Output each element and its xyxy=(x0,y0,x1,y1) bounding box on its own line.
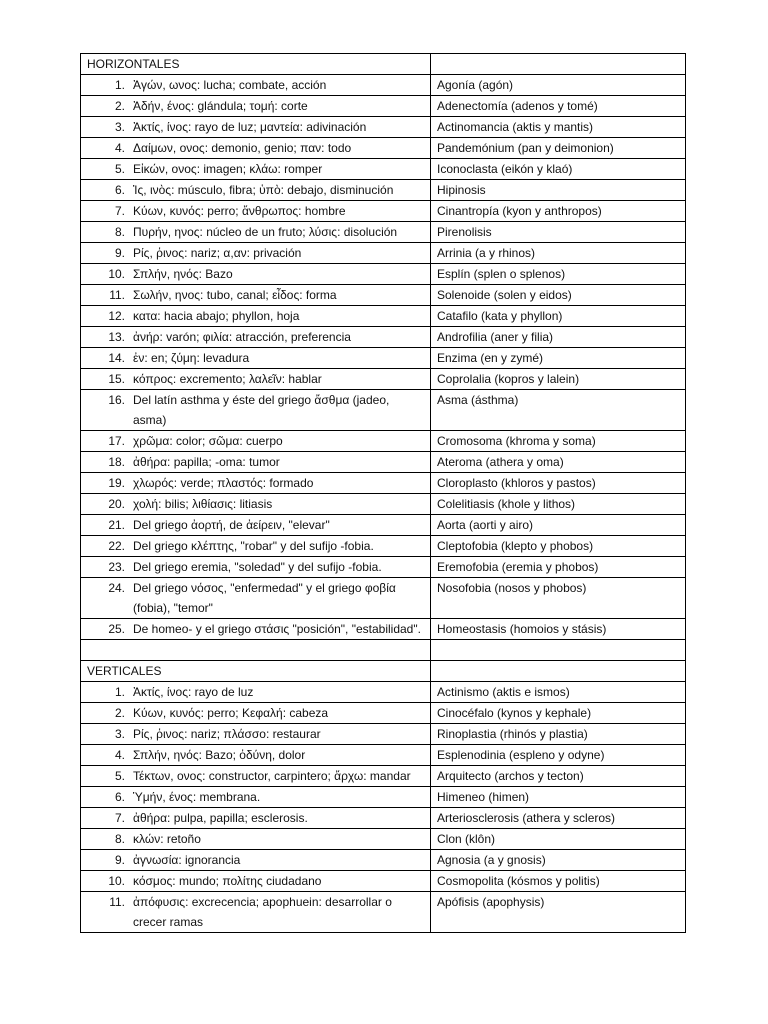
blank-cell xyxy=(431,640,686,661)
definition-cell xyxy=(81,536,431,557)
definition-text: Πυρήν, ηνος: núcleo de un fruto; λύσις: disolución xyxy=(133,225,398,239)
definition-item xyxy=(87,452,424,472)
glossary-row xyxy=(81,222,686,243)
answer-cell: Asma (ásthma) xyxy=(431,390,686,431)
definition-cell xyxy=(81,159,431,180)
definition-item xyxy=(87,494,424,514)
answer-cell: Esplenodinia (espleno y odyne) xyxy=(431,745,686,766)
definition-text: ἀγνωσία: ignorancia xyxy=(133,853,241,867)
section-header-row xyxy=(81,54,686,75)
definition-item xyxy=(87,159,424,179)
answer-cell: Eremofobia (eremia y phobos) xyxy=(431,557,686,578)
definition-cell xyxy=(81,515,431,536)
item-number: 12. xyxy=(108,309,125,323)
definition-text: ἀνήρ: varón; φιλία: atracción, preferencia xyxy=(133,330,351,344)
item-number: 20. xyxy=(108,497,125,511)
glossary-row xyxy=(81,787,686,808)
definition-text: Del griego κλέπτης, "robar" y del sufijo -fobia. xyxy=(133,539,374,553)
answer-cell: Catafilo (kata y phyllon) xyxy=(431,306,686,327)
definition-item xyxy=(87,390,424,430)
definition-text: Del griego ἀορτή, de ἀείρειν, "elevar" xyxy=(133,518,330,532)
glossary-row xyxy=(81,557,686,578)
definition-cell xyxy=(81,431,431,452)
definition-item xyxy=(87,75,424,95)
answer-cell: Enzima (en y zymé) xyxy=(431,348,686,369)
definition-cell xyxy=(81,222,431,243)
glossary-row xyxy=(81,243,686,264)
answer-cell: Apófisis (apophysis) xyxy=(431,892,686,933)
definition-text: χρῶμα: color; σῶμα: cuerpo xyxy=(133,434,283,448)
glossary-row xyxy=(81,619,686,640)
glossary-row xyxy=(81,390,686,431)
glossary-row xyxy=(81,536,686,557)
definition-item xyxy=(87,138,424,158)
item-number: 14. xyxy=(108,351,125,365)
horizontal-section xyxy=(81,54,686,640)
item-number: 9. xyxy=(114,246,125,260)
item-number: 1. xyxy=(114,78,125,92)
definition-cell xyxy=(81,473,431,494)
definition-text: Ἀκτίς, ίνος: rayo de luz; μαντεία: adivinación xyxy=(133,120,367,134)
answer-cell: Hipinosis xyxy=(431,180,686,201)
glossary-row xyxy=(81,306,686,327)
definition-item xyxy=(87,745,424,765)
item-number: 11. xyxy=(109,288,125,302)
item-number: 10. xyxy=(108,267,125,281)
item-number: 19. xyxy=(108,476,125,490)
item-number: 18. xyxy=(108,455,125,469)
definition-text: Κύων, κυνός: perro; ἄνθρωπος: hombre xyxy=(133,204,346,218)
definition-text: κόσμος: mundo; πολίτης ciudadano xyxy=(133,874,322,888)
glossary-row xyxy=(81,138,686,159)
definition-cell xyxy=(81,703,431,724)
answer-cell: Androfilia (aner y filia) xyxy=(431,327,686,348)
item-number: 21. xyxy=(108,518,125,532)
glossary-row xyxy=(81,892,686,933)
definition-text: Εἰκών, ονος: imagen; κλάω: romper xyxy=(133,162,323,176)
definition-item xyxy=(87,682,424,702)
glossary-row xyxy=(81,473,686,494)
definition-item xyxy=(87,892,424,932)
definition-item xyxy=(87,536,424,556)
definition-cell xyxy=(81,829,431,850)
item-number: 3. xyxy=(114,120,125,134)
definition-cell xyxy=(81,327,431,348)
answer-cell: Cromosoma (khroma y soma) xyxy=(431,431,686,452)
glossary-row xyxy=(81,327,686,348)
item-number: 2. xyxy=(114,99,125,113)
glossary-row xyxy=(81,494,686,515)
definition-cell xyxy=(81,96,431,117)
definition-cell xyxy=(81,390,431,431)
item-number: 15. xyxy=(108,372,125,386)
definition-text: Ἀγών, ωνος: lucha; combate, acción xyxy=(133,78,327,92)
answer-cell: Actinomancia (aktis y mantis) xyxy=(431,117,686,138)
glossary-row xyxy=(81,703,686,724)
section-header-empty-cell xyxy=(431,54,686,75)
definition-item xyxy=(87,369,424,389)
definition-item xyxy=(87,117,424,137)
definition-text: ἀπόφυσις: excrecencia; apophuein: desarrollar o crecer ramas xyxy=(133,895,392,929)
definition-text: ἀθήρα: pulpa, papilla; esclerosis. xyxy=(133,811,308,825)
definition-item xyxy=(87,766,424,786)
answer-cell: Actinismo (aktis e ismos) xyxy=(431,682,686,703)
definition-cell xyxy=(81,724,431,745)
definition-text: Σωλήν, ηνος: tubo, canal; εἶδος: forma xyxy=(133,288,337,302)
definition-text: Ἀκτίς, ίνος: rayo de luz xyxy=(133,685,254,699)
definition-item xyxy=(87,264,424,284)
item-number: 16. xyxy=(108,393,125,407)
glossary-row xyxy=(81,515,686,536)
section-title: HORIZONTALES xyxy=(81,54,431,75)
definition-text: Τέκτων, ονος: constructor, carpintero; ἄρχω: mandar xyxy=(133,769,411,783)
definition-text: Del griego eremia, "soledad" y del sufijo -fobia. xyxy=(133,560,382,574)
glossary-row xyxy=(81,264,686,285)
item-number: 10. xyxy=(108,874,125,888)
vertical-section xyxy=(81,661,686,933)
answer-cell: Clon (klôn) xyxy=(431,829,686,850)
item-number: 9. xyxy=(114,853,125,867)
answer-cell: Agnosia (a y gnosis) xyxy=(431,850,686,871)
answer-cell: Homeostasis (homoios y stásis) xyxy=(431,619,686,640)
section-header-row xyxy=(81,661,686,682)
blank-row xyxy=(81,640,686,661)
definition-text: Del latín asthma y éste del griego ἄσθμα (jadeo, asma) xyxy=(133,393,390,427)
definition-text: Σπλήν, ηνός: Bazo xyxy=(133,267,233,281)
definition-text: χλωρός: verde; πλαστός: formado xyxy=(133,476,314,490)
definition-cell xyxy=(81,745,431,766)
glossary-row xyxy=(81,829,686,850)
item-number: 4. xyxy=(114,141,125,155)
definition-cell xyxy=(81,264,431,285)
item-number: 2. xyxy=(114,706,125,720)
answer-cell: Aorta (aorti y airo) xyxy=(431,515,686,536)
definition-text: Ρίς, ῥινος: nariz; πλάσσο: restaurar xyxy=(133,727,321,741)
definition-text: Del griego νόσος, "enfermedad" y el griego φοβία (fobia), "temor" xyxy=(133,581,396,615)
answer-cell: Agonía (agón) xyxy=(431,75,686,96)
glossary-row xyxy=(81,850,686,871)
item-number: 25. xyxy=(108,622,125,636)
answer-cell: Solenoide (solen y eidos) xyxy=(431,285,686,306)
definition-item xyxy=(87,243,424,263)
item-number: 24. xyxy=(108,581,125,595)
definition-item xyxy=(87,306,424,326)
definition-item xyxy=(87,327,424,347)
item-number: 5. xyxy=(114,162,125,176)
definition-text: Ρίς, ῥινος: nariz; α,αν: privación xyxy=(133,246,302,260)
definition-item xyxy=(87,285,424,305)
item-number: 6. xyxy=(114,790,125,804)
definition-cell xyxy=(81,850,431,871)
answer-cell: Cloroplasto (khloros y pastos) xyxy=(431,473,686,494)
definition-item xyxy=(87,515,424,535)
answer-cell: Arrinia (a y rhinos) xyxy=(431,243,686,264)
definition-text: κατα: hacia abajo; phyllon, hoja xyxy=(133,309,300,323)
answer-cell: Arteriosclerosis (athera y scleros) xyxy=(431,808,686,829)
definition-item xyxy=(87,808,424,828)
glossary-row xyxy=(81,75,686,96)
definition-cell xyxy=(81,892,431,933)
definition-cell xyxy=(81,201,431,222)
item-number: 8. xyxy=(114,832,125,846)
answer-cell: Colelitiasis (khole y lithos) xyxy=(431,494,686,515)
definition-item xyxy=(87,201,424,221)
glossary-row xyxy=(81,682,686,703)
definition-cell xyxy=(81,619,431,640)
definition-cell xyxy=(81,578,431,619)
glossary-row xyxy=(81,180,686,201)
definition-cell xyxy=(81,871,431,892)
glossary-table xyxy=(80,53,686,933)
item-number: 23. xyxy=(108,560,125,574)
definition-cell xyxy=(81,285,431,306)
definition-item xyxy=(87,703,424,723)
answer-cell: Adenectomía (adenos y tomé) xyxy=(431,96,686,117)
definition-item xyxy=(87,473,424,493)
answer-cell: Arquitecto (archos y tecton) xyxy=(431,766,686,787)
glossary-row xyxy=(81,96,686,117)
item-number: 7. xyxy=(114,811,125,825)
glossary-row xyxy=(81,766,686,787)
item-number: 1. xyxy=(114,685,125,699)
definition-item xyxy=(87,222,424,242)
answer-cell: Pandemónium (pan y deimonion) xyxy=(431,138,686,159)
item-number: 4. xyxy=(114,748,125,762)
answer-cell: Cleptofobia (klepto y phobos) xyxy=(431,536,686,557)
item-number: 8. xyxy=(114,225,125,239)
glossary-sheet xyxy=(80,53,686,933)
item-number: 17. xyxy=(108,434,125,448)
definition-item xyxy=(87,871,424,891)
glossary-row xyxy=(81,117,686,138)
definition-item xyxy=(87,431,424,451)
section-header-empty-cell xyxy=(431,661,686,682)
definition-text: Ἰς, ινὸς: músculo, fibra; ὑπὸ: debajo, disminución xyxy=(133,183,394,197)
answer-cell: Cosmopolita (kósmos y politis) xyxy=(431,871,686,892)
definition-cell xyxy=(81,369,431,390)
item-number: 11. xyxy=(109,895,125,909)
answer-cell: Coprolalia (kopros y lalein) xyxy=(431,369,686,390)
answer-cell: Pirenolisis xyxy=(431,222,686,243)
item-number: 3. xyxy=(114,727,125,741)
definition-text: Δαίμων, ονος: demonio, genio; παν: todo xyxy=(133,141,352,155)
definition-cell xyxy=(81,808,431,829)
definition-cell xyxy=(81,557,431,578)
section-separator xyxy=(81,640,686,661)
item-number: 6. xyxy=(114,183,125,197)
glossary-row xyxy=(81,871,686,892)
answer-cell: Cinantropía (kyon y anthropos) xyxy=(431,201,686,222)
definition-text: Σπλήν, ηνός: Bazo; ὀδύνη, dolor xyxy=(133,748,306,762)
definition-item xyxy=(87,578,424,618)
glossary-row xyxy=(81,348,686,369)
definition-text: Ὑμήν, ένος: membrana. xyxy=(133,790,261,804)
glossary-row xyxy=(81,431,686,452)
definition-text: κόπρος: excremento; λαλεῖν: hablar xyxy=(133,372,322,386)
glossary-row xyxy=(81,808,686,829)
definition-item xyxy=(87,724,424,744)
item-number: 22. xyxy=(108,539,125,553)
definition-text: De homeo- y el griego στάσις "posición", "estabilidad". xyxy=(133,622,421,636)
definition-cell xyxy=(81,787,431,808)
answer-cell: Nosofobia (nosos y phobos) xyxy=(431,578,686,619)
glossary-row xyxy=(81,159,686,180)
glossary-row xyxy=(81,201,686,222)
definition-cell xyxy=(81,452,431,473)
definition-item xyxy=(87,557,424,577)
item-number: 5. xyxy=(114,769,125,783)
definition-item xyxy=(87,850,424,870)
glossary-row xyxy=(81,745,686,766)
definition-cell xyxy=(81,306,431,327)
definition-cell xyxy=(81,138,431,159)
answer-cell: Himeneo (himen) xyxy=(431,787,686,808)
definition-text: κλών: retoño xyxy=(133,832,201,846)
definition-cell xyxy=(81,682,431,703)
definition-item xyxy=(87,787,424,807)
item-number: 7. xyxy=(114,204,125,218)
definition-text: ἐν: en; ζύμη: levadura xyxy=(133,351,250,365)
definition-cell xyxy=(81,766,431,787)
definition-cell xyxy=(81,75,431,96)
definition-text: ἀθήρα: papilla; -oma: tumor xyxy=(133,455,280,469)
definition-text: Ἀδήν, ένος: glándula; τομή: corte xyxy=(133,99,308,113)
glossary-row xyxy=(81,369,686,390)
glossary-row xyxy=(81,285,686,306)
definition-text: Κύων, κυνός: perro; Κεφαλή: cabeza xyxy=(133,706,329,720)
definition-item xyxy=(87,829,424,849)
section-title: VERTICALES xyxy=(81,661,431,682)
definition-item xyxy=(87,348,424,368)
answer-cell: Ateroma (athera y oma) xyxy=(431,452,686,473)
definition-item xyxy=(87,619,424,639)
definition-cell xyxy=(81,348,431,369)
definition-item xyxy=(87,180,424,200)
glossary-row xyxy=(81,578,686,619)
blank-cell xyxy=(81,640,431,661)
definition-cell xyxy=(81,117,431,138)
answer-cell: Cinocéfalo (kynos y kephale) xyxy=(431,703,686,724)
item-number: 13. xyxy=(108,330,125,344)
glossary-row xyxy=(81,724,686,745)
definition-cell xyxy=(81,243,431,264)
glossary-row xyxy=(81,452,686,473)
definition-cell xyxy=(81,180,431,201)
answer-cell: Iconoclasta (eikón y klaó) xyxy=(431,159,686,180)
answer-cell: Esplín (splen o splenos) xyxy=(431,264,686,285)
answer-cell: Rinoplastia (rhinós y plastia) xyxy=(431,724,686,745)
definition-text: χολή: bilis; λιθίασις: litiasis xyxy=(133,497,273,511)
definition-item xyxy=(87,96,424,116)
definition-cell xyxy=(81,494,431,515)
